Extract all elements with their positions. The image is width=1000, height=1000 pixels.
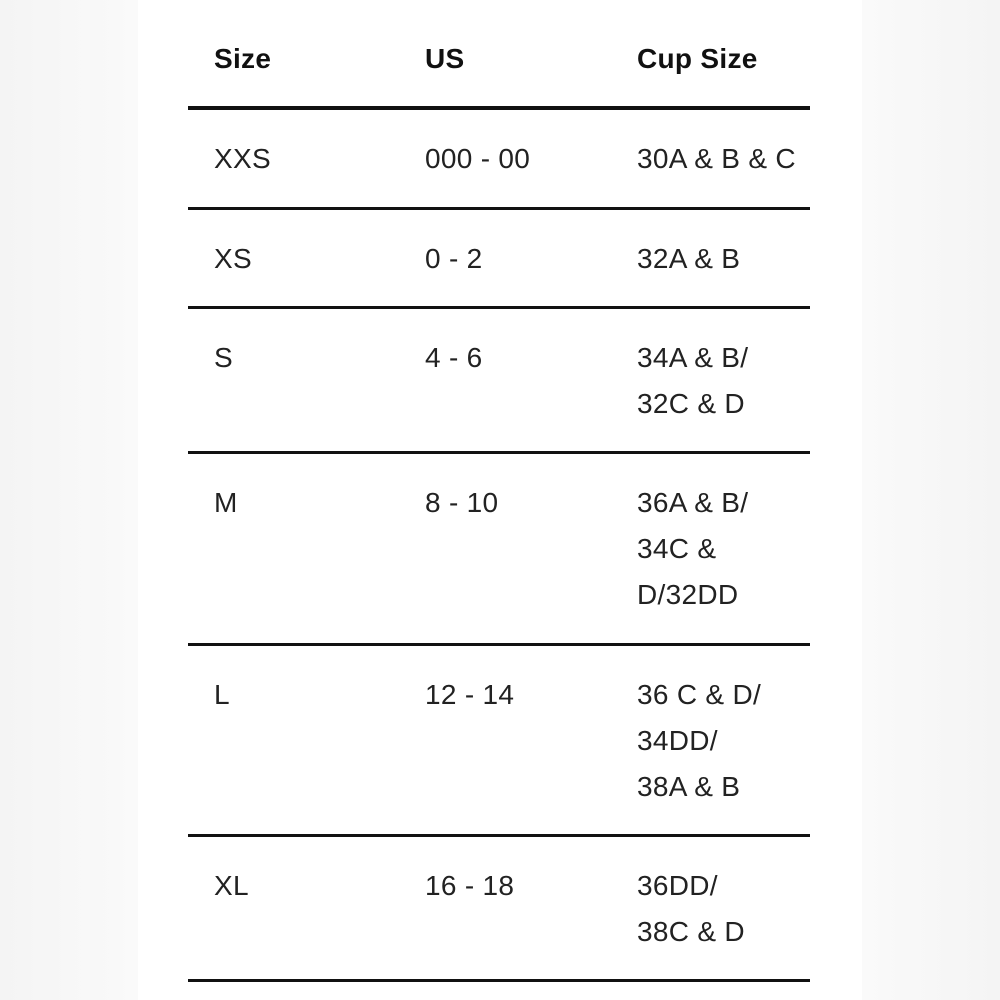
background-right [862, 0, 1000, 1000]
table-row [188, 210, 810, 309]
cell-cup-size: 34A & B/ 32C & D [637, 342, 749, 419]
cell-us: 8 - 10 [425, 487, 499, 518]
cell-size: M [214, 487, 238, 518]
cell-size: L [214, 679, 230, 710]
cell-size: S [214, 342, 233, 373]
header-size: Size [214, 43, 272, 74]
size-chart-table [188, 0, 810, 982]
cell-us: 16 - 18 [425, 870, 515, 901]
cell-cup-size: 30A & B & C [637, 143, 796, 174]
table-row [188, 454, 810, 646]
cell-cup-size: 36A & B/ 34C & D/32DD [637, 487, 749, 610]
header-us: US [425, 43, 465, 74]
table-row [188, 309, 810, 454]
cell-us: 0 - 2 [425, 243, 483, 274]
cell-cup-size: 36DD/ 38C & D [637, 870, 745, 947]
cell-cup-size: 32A & B [637, 243, 741, 274]
cell-size: XXS [214, 143, 271, 174]
cell-us: 4 - 6 [425, 342, 483, 373]
cell-size: XL [214, 870, 249, 901]
cell-us: 000 - 00 [425, 143, 531, 174]
table-header-row [188, 0, 810, 110]
cell-size: XS [214, 243, 252, 274]
table-row [188, 646, 810, 837]
header-cup-size: Cup Size [637, 43, 758, 74]
table-row [188, 110, 810, 210]
cell-us: 12 - 14 [425, 679, 515, 710]
cell-cup-size: 36 C & D/ 34DD/ 38A & B [637, 679, 762, 802]
table-row [188, 837, 810, 982]
background-left [0, 0, 138, 1000]
